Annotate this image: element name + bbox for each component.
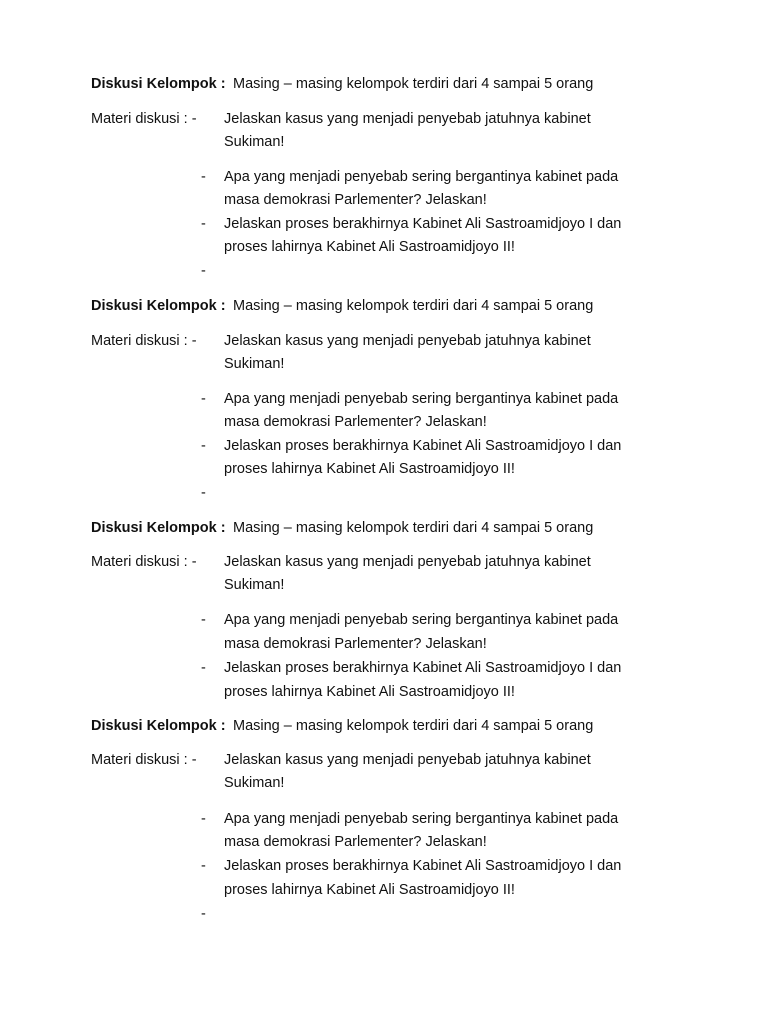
question-3-line-2: proses lahirnya Kabinet Ali Sastroamidjoyo II! [224, 461, 515, 477]
bullet-dash: - [201, 660, 206, 676]
question-3-line-1: Jelaskan proses berakhirnya Kabinet Ali Sastroamidjoyo I dan [224, 216, 622, 232]
group-discussion-label: Diskusi Kelompok : [91, 520, 226, 536]
bullet-dash: - [201, 811, 206, 827]
group-discussion-text: Masing – masing kelompok terdiri dari 4 sampai 5 orang [233, 76, 594, 92]
question-2-line-2: masa demokrasi Parlementer? Jelaskan! [224, 192, 487, 208]
bullet-dash: - [201, 906, 206, 922]
question-1-line-2: Sukiman! [224, 356, 285, 372]
question-2-line-1: Apa yang menjadi penyebab sering bergantinya kabinet pada [224, 612, 619, 628]
group-discussion-text: Masing – masing kelompok terdiri dari 4 sampai 5 orang [233, 520, 594, 536]
bullet-dash: - [201, 438, 206, 454]
materi-label: Materi diskusi : - [91, 333, 197, 349]
question-2-line-1: Apa yang menjadi penyebab sering bergantinya kabinet pada [224, 169, 619, 185]
question-1-line-1: Jelaskan kasus yang menjadi penyebab jatuhnya kabinet [224, 111, 591, 127]
bullet-dash: - [201, 391, 206, 407]
bullet-dash: - [201, 216, 206, 232]
question-1-line-1: Jelaskan kasus yang menjadi penyebab jatuhnya kabinet [224, 554, 591, 570]
question-3-line-2: proses lahirnya Kabinet Ali Sastroamidjoyo II! [224, 882, 515, 898]
question-1-line-1: Jelaskan kasus yang menjadi penyebab jatuhnya kabinet [224, 752, 591, 768]
materi-label: Materi diskusi : - [91, 111, 197, 127]
question-3-line-1: Jelaskan proses berakhirnya Kabinet Ali Sastroamidjoyo I dan [224, 660, 622, 676]
group-discussion-label: Diskusi Kelompok : [91, 298, 226, 314]
materi-label: Materi diskusi : - [91, 752, 197, 768]
question-1-line-2: Sukiman! [224, 775, 285, 791]
question-2-line-1: Apa yang menjadi penyebab sering bergantinya kabinet pada [224, 811, 619, 827]
question-2-line-2: masa demokrasi Parlementer? Jelaskan! [224, 636, 487, 652]
question-3-line-2: proses lahirnya Kabinet Ali Sastroamidjoyo II! [224, 239, 515, 255]
question-2-line-2: masa demokrasi Parlementer? Jelaskan! [224, 414, 487, 430]
question-3-line-1: Jelaskan proses berakhirnya Kabinet Ali Sastroamidjoyo I dan [224, 438, 622, 454]
group-discussion-label: Diskusi Kelompok : [91, 718, 226, 734]
question-3-line-2: proses lahirnya Kabinet Ali Sastroamidjoyo II! [224, 684, 515, 700]
bullet-dash: - [201, 485, 206, 501]
group-discussion-text: Masing – masing kelompok terdiri dari 4 sampai 5 orang [233, 298, 594, 314]
question-1-line-1: Jelaskan kasus yang menjadi penyebab jatuhnya kabinet [224, 333, 591, 349]
question-1-line-2: Sukiman! [224, 577, 285, 593]
bullet-dash: - [201, 263, 206, 279]
bullet-dash: - [201, 169, 206, 185]
group-discussion-text: Masing – masing kelompok terdiri dari 4 sampai 5 orang [233, 718, 594, 734]
question-1-line-2: Sukiman! [224, 134, 285, 150]
group-discussion-label: Diskusi Kelompok : [91, 76, 226, 92]
question-3-line-1: Jelaskan proses berakhirnya Kabinet Ali Sastroamidjoyo I dan [224, 858, 622, 874]
bullet-dash: - [201, 858, 206, 874]
question-2-line-1: Apa yang menjadi penyebab sering bergantinya kabinet pada [224, 391, 619, 407]
bullet-dash: - [201, 612, 206, 628]
materi-label: Materi diskusi : - [91, 554, 197, 570]
question-2-line-2: masa demokrasi Parlementer? Jelaskan! [224, 834, 487, 850]
